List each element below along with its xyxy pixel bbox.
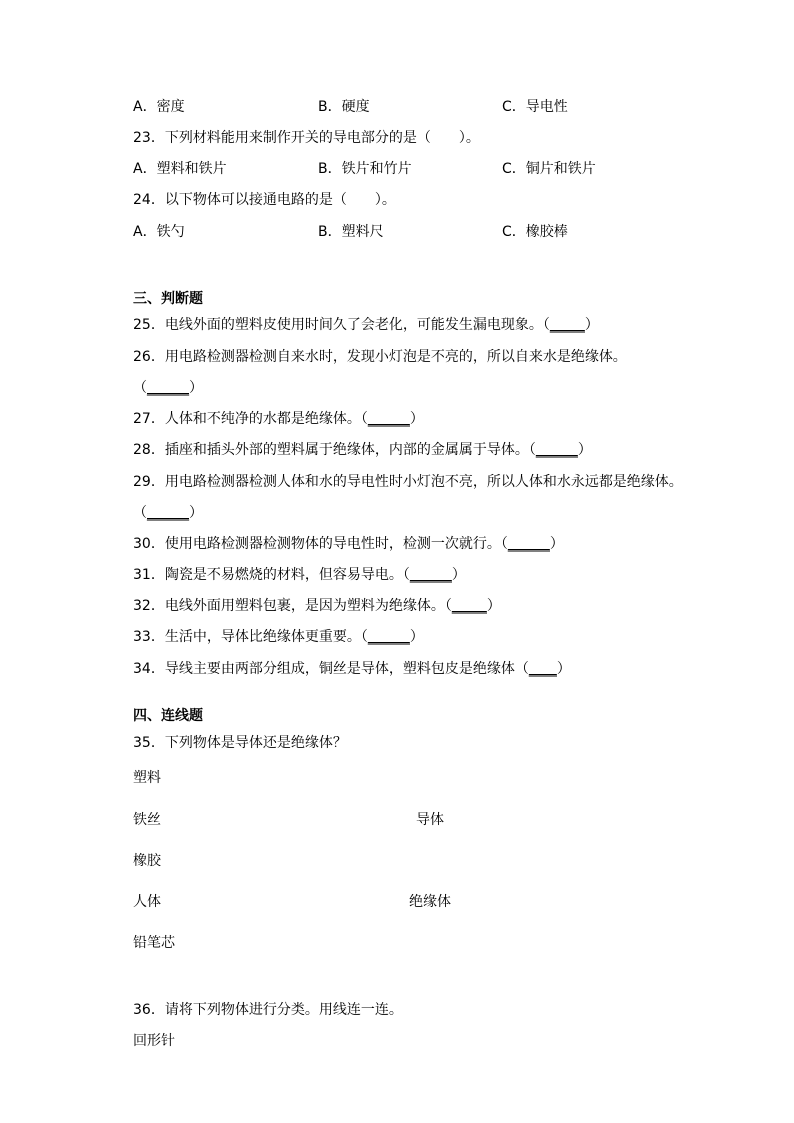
- option-c: C．橡胶棒: [502, 224, 568, 240]
- answer-blank[interactable]: ______: [147, 505, 189, 521]
- q27: 27．人体和不纯净的水都是绝缘体。（______）: [133, 411, 424, 427]
- answer-blank[interactable]: ____: [528, 661, 557, 677]
- answer-blank[interactable]: ______: [147, 380, 189, 396]
- match-left-item[interactable]: 塑料: [133, 770, 161, 786]
- match-left-item[interactable]: 铁丝: [133, 812, 161, 828]
- section-title-matching: 四、连线题: [133, 708, 203, 724]
- answer-blank[interactable]: ______: [535, 442, 578, 458]
- match-left-item[interactable]: 橡胶: [133, 853, 161, 869]
- q34: 34．导线主要由两部分组成，铜丝是导体，塑料包皮是绝缘体（____）: [133, 661, 571, 677]
- option-c: C．导电性: [502, 99, 568, 115]
- option-a: A．塑料和铁片: [133, 161, 227, 177]
- answer-blank[interactable]: ______: [367, 629, 410, 645]
- match-right-item[interactable]: 导体: [416, 812, 444, 828]
- option-b: B．铁片和竹片: [318, 161, 412, 177]
- q26: 26．用电路检测器检测自来水时，发现小灯泡是不亮的，所以自来水是绝缘体。: [133, 349, 627, 365]
- option-b: B．硬度: [318, 99, 370, 115]
- answer-blank[interactable]: ______: [409, 567, 452, 583]
- q28: 28．插座和插头外部的塑料属于绝缘体，内部的金属属于导体。（______）: [133, 442, 592, 458]
- q35-stem: 35．下列物体是导体还是绝缘体？: [133, 735, 347, 751]
- q31: 31．陶瓷是不易燃烧的材料，但容易导电。（______）: [133, 567, 466, 583]
- q23-stem: 23．下列材料能用来制作开关的导电部分的是（ ）。: [133, 130, 480, 146]
- section-title-judge: 三、判断题: [133, 291, 203, 307]
- match-left-item[interactable]: 回形针: [133, 1033, 175, 1049]
- answer-blank[interactable]: ______: [507, 536, 550, 552]
- match-left-item[interactable]: 人体: [133, 894, 161, 910]
- q32: 32．电线外面用塑料包裹，是因为塑料为绝缘体。（_____）: [133, 598, 501, 614]
- answer-blank[interactable]: _____: [451, 598, 487, 614]
- answer-blank[interactable]: _____: [549, 317, 585, 333]
- match-right-item[interactable]: 绝缘体: [409, 894, 451, 910]
- option-c: C．铜片和铁片: [502, 161, 596, 177]
- q36-stem: 36．请将下列物体进行分类。用线连一连。: [133, 1002, 403, 1018]
- option-b: B．塑料尺: [318, 224, 384, 240]
- match-left-item[interactable]: 铅笔芯: [133, 935, 175, 951]
- q29: 29．用电路检测器检测人体和水的导电性时小灯泡不亮，所以人体和水永远都是绝缘体。: [133, 474, 683, 490]
- q25: 25．电线外面的塑料皮使用时间久了会老化，可能发生漏电现象。（_____）: [133, 317, 599, 333]
- q30: 30．使用电路检测器检测物体的导电性时，检测一次就行。（______）: [133, 536, 564, 552]
- q29-answer: （______）: [133, 505, 203, 521]
- option-a: A．密度: [133, 99, 185, 115]
- answer-blank[interactable]: ______: [367, 411, 410, 427]
- option-a: A．铁勺: [133, 224, 185, 240]
- q33: 33．生活中，导体比绝缘体更重要。（______）: [133, 629, 424, 645]
- q26-answer: （______）: [133, 380, 203, 396]
- q24-stem: 24．以下物体可以接通电路的是（ ）。: [133, 192, 396, 208]
